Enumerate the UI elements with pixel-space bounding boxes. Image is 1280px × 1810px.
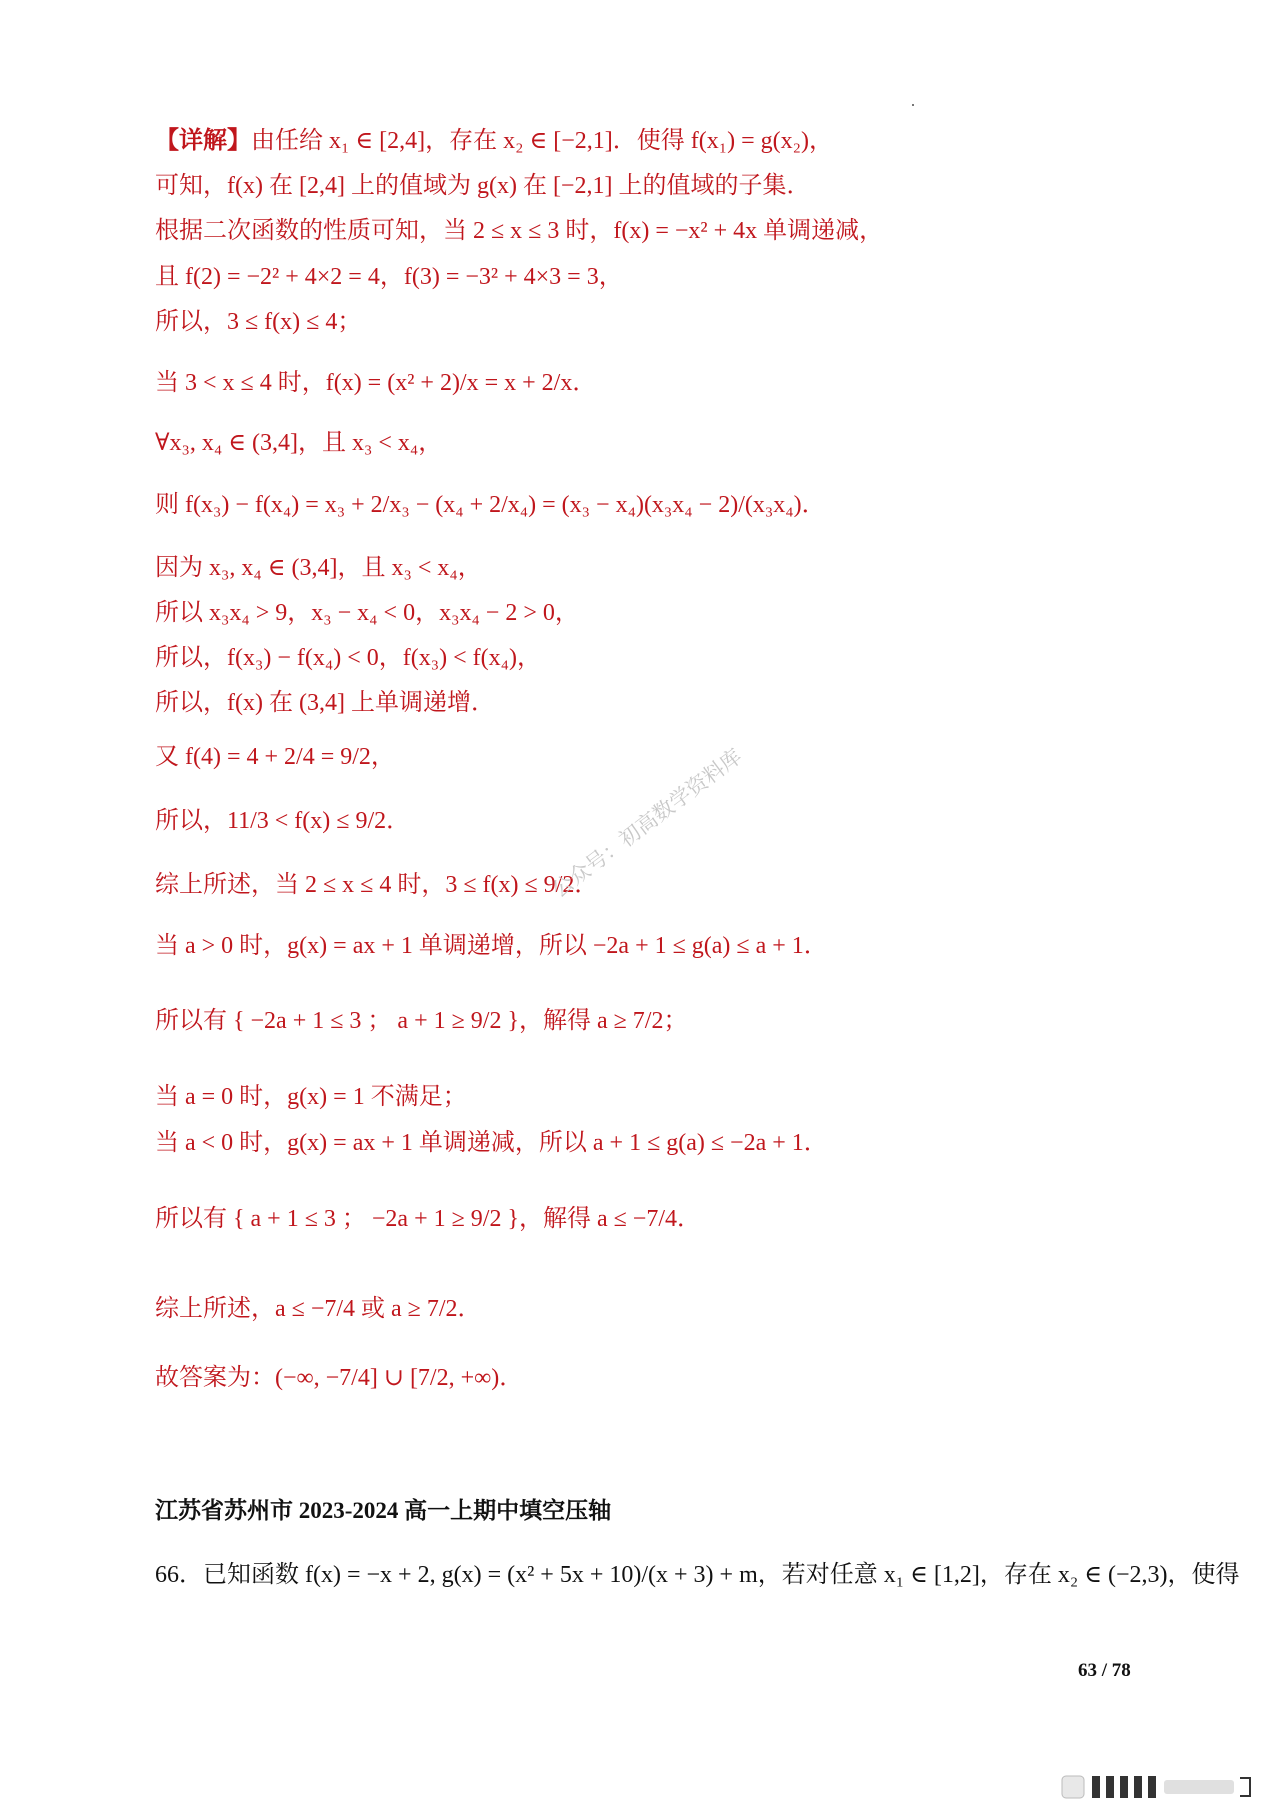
solution-line-5: 所以，3 ≤ f(x) ≤ 4； [155,309,362,335]
solution-line-18: 当 a = 0 时，g(x) = 1 不满足； [155,1084,467,1110]
solution-line-13: 又 f(4) = 4 + 2/4 = 9/2， [155,744,395,770]
solution-line-11: 所以，f(x₃) − f(x₄) < 0，f(x₃) < f(x₄)， [155,645,541,671]
solution-line-1 [155,126,833,156]
solution-line-4: 且 f(2) = −2² + 4×2 = 4，f(3) = −3² + 4×3 = 3， [155,264,623,290]
solution-line-8: 则 f(x₃) − f(x₄) = x₃ + 2/x₃ − (x₄ + 2/x₄) = (x₃ − x₄)(x₃x₄ − 2)/(x₃x₄)． [155,492,826,518]
solution-line-2: 可知，f(x) 在 [2,4] 上的值域为 g(x) 在 [−2,1] 上的值域的子集． [155,173,811,199]
solution-line-15: 综上所述，当 2 ≤ x ≤ 4 时，3 ≤ f(x) ≤ 9/2． [155,872,599,898]
solution-line-12: 所以，f(x) 在 (3,4] 上单调递增． [155,690,495,716]
solution-line-6: 当 3 < x ≤ 4 时，f(x) = (x² + 2)/x = x + 2/x． [155,370,597,396]
solution-line-17: 所以有 { −2a + 1 ≤ 3 ； a + 1 ≥ 9/2 }，解得 a ≥ 7/2； [155,1008,688,1034]
solution-line-10: 所以 x₃x₄ > 9，x₃ − x₄ < 0，x₃x₄ − 2 > 0， [155,600,579,626]
solution-line-9: 因为 x₃, x₄ ∈ (3,4]，且 x₃ < x₄， [155,555,482,581]
solution-line-text: 由任给 x₁ ∈ [2,4]，存在 x₂ ∈ [−2,1]．使得 f(x₁) = g(x₂)， [251,128,833,154]
solution-line-21: 综上所述，a ≤ −7/4 或 a ≥ 7/2． [155,1296,482,1322]
scan-speck [912,104,914,106]
solution-line-16: 当 a > 0 时，g(x) = ax + 1 单调递增，所以 −2a + 1 ≤ g(a) ≤ a + 1． [155,933,828,959]
solution-line-14: 所以，11/3 < f(x) ≤ 9/2． [155,808,411,834]
toolbar-icon-strip [1060,1770,1260,1804]
page-number: 63 / 78 [1078,1660,1131,1681]
watermark-text: 公众号：初高数学资料库 [547,744,747,903]
solution-line-22: 故答案为：(−∞, −7/4] ∪ [7/2, +∞)． [155,1365,524,1391]
detail-tag: 【详解】 [155,128,251,154]
solution-line-7: ∀x₃, x₄ ∈ (3,4]，且 x₃ < x₄， [155,430,443,456]
solution-line-20: 所以有 { a + 1 ≤ 3 ； −2a + 1 ≥ 9/2 }，解得 a ≤ −7/4． [155,1206,701,1232]
question-66: 66．已知函数 f(x) = −x + 2, g(x) = (x² + 5x + 10)/(x + 3) + m，若对任意 x₁ ∈ [1,2]，存在 x₂ ∈ (−2,3)，使得 [155,1562,1240,1588]
section-heading: 江苏省苏州市 2023-2024 高一上期中填空压轴 [155,1498,612,1523]
solution-line-3: 根据二次函数的性质可知，当 2 ≤ x ≤ 3 时，f(x) = −x² + 4x 单调递减， [155,218,884,244]
viewer-toolbar-icons[interactable] [1060,1770,1260,1804]
solution-line-19: 当 a < 0 时，g(x) = ax + 1 单调递减，所以 a + 1 ≤ g(a) ≤ −2a + 1． [155,1130,828,1156]
